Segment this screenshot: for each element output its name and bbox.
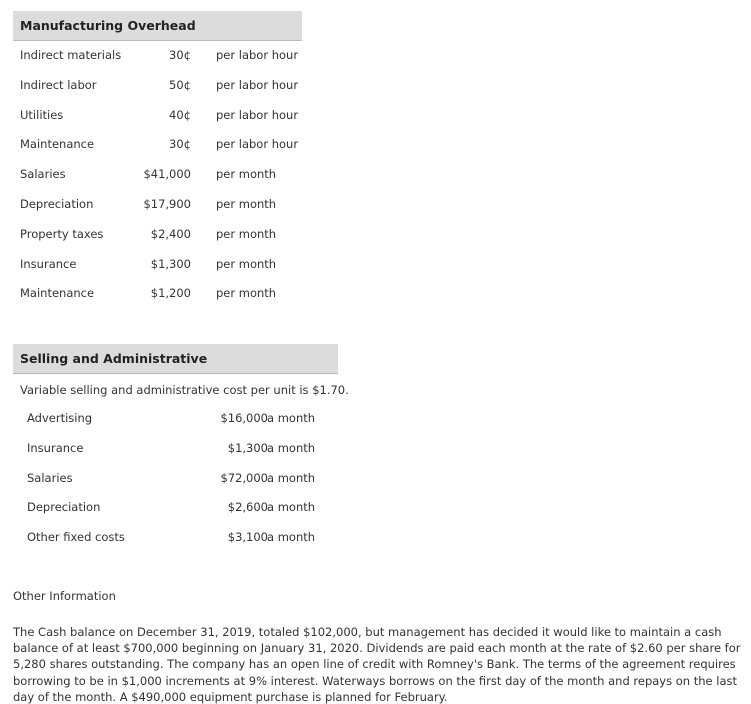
row-label: Maintenance — [20, 137, 95, 152]
row-label: Utilities — [20, 107, 64, 122]
table-row — [13, 464, 338, 494]
row-unit: per month — [216, 286, 277, 301]
row-unit: per labor hour — [216, 77, 299, 92]
table-row — [13, 160, 302, 190]
row-unit: a month — [267, 411, 316, 425]
row-amount: $2,600 — [227, 500, 268, 515]
table-row — [13, 41, 302, 71]
table-row — [13, 101, 302, 131]
table-row — [13, 220, 302, 250]
row-amount: $72,000 — [220, 470, 268, 485]
row-unit: a month — [267, 500, 316, 515]
table-row — [13, 279, 302, 309]
row-unit: per month — [216, 196, 277, 211]
row-amount: $1,200 — [150, 286, 191, 301]
row-amount: 30¢ — [169, 137, 191, 152]
row-unit: a month — [267, 440, 316, 455]
row-amount: $16,000 — [220, 411, 268, 425]
row-amount: $17,900 — [143, 196, 191, 211]
row-unit: per month — [216, 256, 277, 271]
row-amount: 30¢ — [169, 48, 191, 62]
table-row — [13, 404, 338, 434]
table-row — [13, 434, 338, 464]
table-row — [13, 250, 302, 280]
row-label: Other fixed costs — [27, 530, 125, 545]
row-amount: $1,300 — [227, 440, 268, 455]
row-label: Depreciation — [20, 196, 94, 211]
table-row — [13, 130, 302, 160]
row-unit: per month — [216, 226, 277, 241]
selling-administrative-table — [13, 344, 349, 553]
row-amount: $3,100 — [227, 530, 268, 545]
row-label: Insurance — [27, 440, 84, 455]
row-unit: per labor hour — [216, 137, 299, 152]
row-label: Maintenance — [20, 286, 95, 301]
table-row — [13, 493, 338, 523]
row-unit: per labor hour — [216, 48, 299, 62]
table-row — [13, 190, 302, 220]
table-row — [13, 523, 338, 553]
row-unit: a month — [267, 470, 316, 485]
variable-cost-note: Variable selling and administrative cost per unit is $1.70. — [20, 383, 349, 397]
row-label: Indirect materials — [20, 48, 122, 62]
row-unit: a month — [267, 530, 316, 545]
row-label: Property taxes — [20, 226, 104, 241]
manufacturing-overhead-title: Manufacturing Overhead — [13, 11, 302, 41]
row-amount: 50¢ — [169, 77, 191, 92]
row-label: Salaries — [27, 470, 73, 485]
row-label: Salaries — [20, 167, 66, 182]
row-amount: 40¢ — [169, 107, 191, 122]
row-amount: $41,000 — [143, 167, 191, 182]
manufacturing-overhead-table — [13, 11, 302, 309]
table-row — [13, 71, 302, 101]
other-information-title: Other Information — [13, 589, 116, 603]
row-label: Depreciation — [27, 500, 101, 515]
row-label: Insurance — [20, 256, 77, 271]
row-label: Advertising — [27, 411, 93, 425]
row-amount: $2,400 — [150, 226, 191, 241]
selling-administrative-title: Selling and Administrative — [13, 344, 338, 374]
row-unit: per labor hour — [216, 107, 299, 122]
other-information-paragraph: The Cash balance on December 31, 2019, totaled $102,000, but management has decided it would like to maintain a cash balance of at least $700,000 beginning on January 31, 2020. Dividends are paid each month at the rate of $2.60 per share for 5,280 shares outstanding. The company has an open line of credit with Romney's Bank. The terms of the agreement requires borrowing to be in $1,000 increments at 9% interest. Waterways borrows on the first day of the month and repays on the last day of the month. A $490,000 equipment purchase is planned for February. — [13, 625, 741, 704]
row-label: Indirect labor — [20, 77, 97, 92]
row-unit: per month — [216, 167, 277, 182]
row-amount: $1,300 — [150, 256, 191, 271]
